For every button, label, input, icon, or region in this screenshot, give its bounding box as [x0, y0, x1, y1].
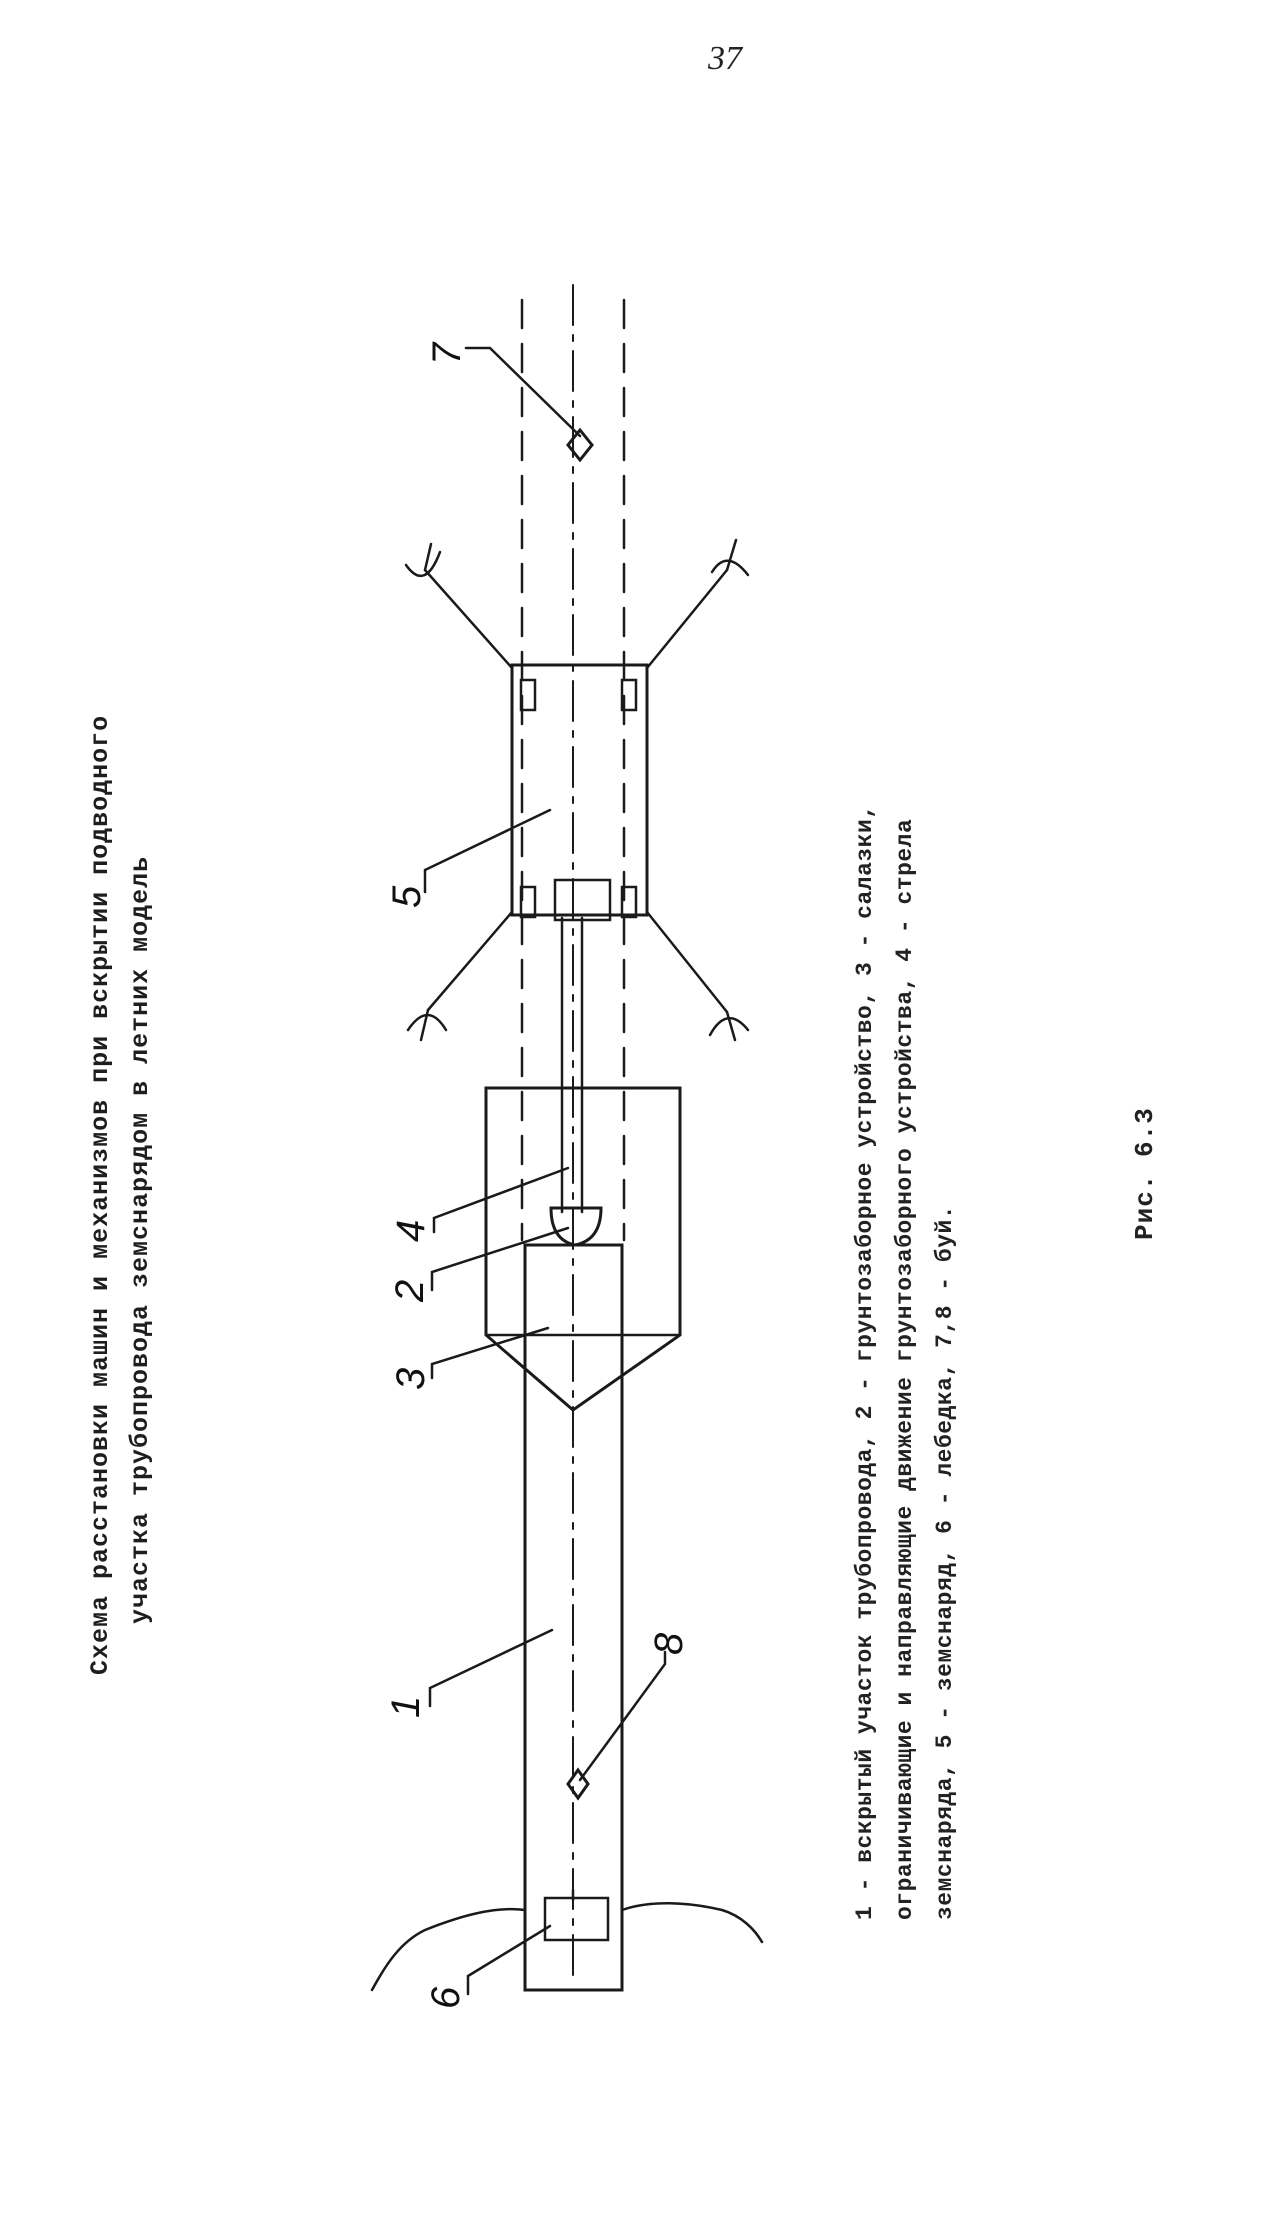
callout-6: 6 [424, 1986, 468, 2009]
dredger-hull [512, 665, 647, 915]
anchor-line-bottom-left [428, 912, 512, 1010]
river-bank-right [622, 1903, 762, 1942]
winch [545, 1898, 608, 1940]
leader-4 [434, 1168, 568, 1232]
river-bank-left [372, 1909, 525, 1990]
leader-5 [425, 810, 550, 892]
leader-6 [468, 1926, 550, 1994]
caption-line-2: ограничивающие и направляющие движение грунтозаборного устройства, 4 - стрела [892, 818, 918, 1920]
suction-device [551, 1208, 601, 1245]
anchor-bottom-left [408, 1010, 446, 1040]
anchor-line-top-right [647, 570, 727, 668]
anchor-top-right [712, 540, 748, 575]
callout-5: 5 [385, 885, 429, 908]
callout-1: 1 [384, 1695, 428, 1718]
callout-4: 4 [389, 1219, 433, 1242]
anchor-top-left [406, 544, 440, 576]
page-number: 37 [708, 40, 742, 77]
callout-2: 2 [388, 1279, 432, 1302]
callout-7: 7 [425, 342, 469, 365]
figure-title-line-2: участка трубопровода земснарядом в летних модель [126, 855, 155, 1624]
leader-2 [432, 1228, 568, 1290]
leader-1 [430, 1630, 552, 1706]
figure-title-line-1: Схема расстановки машин и механизмов при вскрытии подводного [86, 714, 115, 1675]
anchor-bottom-right [710, 1012, 748, 1040]
caption-line-3: земснаряда, 5 - земснаряд, 6 - лебедка, 7,8 - буй. [932, 1204, 958, 1920]
figure-label: Рис. 6.3 [1130, 1107, 1160, 1240]
callout-8: 8 [647, 1632, 691, 1655]
anchor-line-top-left [425, 570, 512, 668]
callout-3: 3 [389, 1367, 433, 1390]
anchor-line-bottom-right [647, 912, 727, 1012]
caption-line-1: 1 - вскрытый участок трубопровода, 2 - грунтозаборное устройство, 3 - салазки, [852, 804, 878, 1920]
